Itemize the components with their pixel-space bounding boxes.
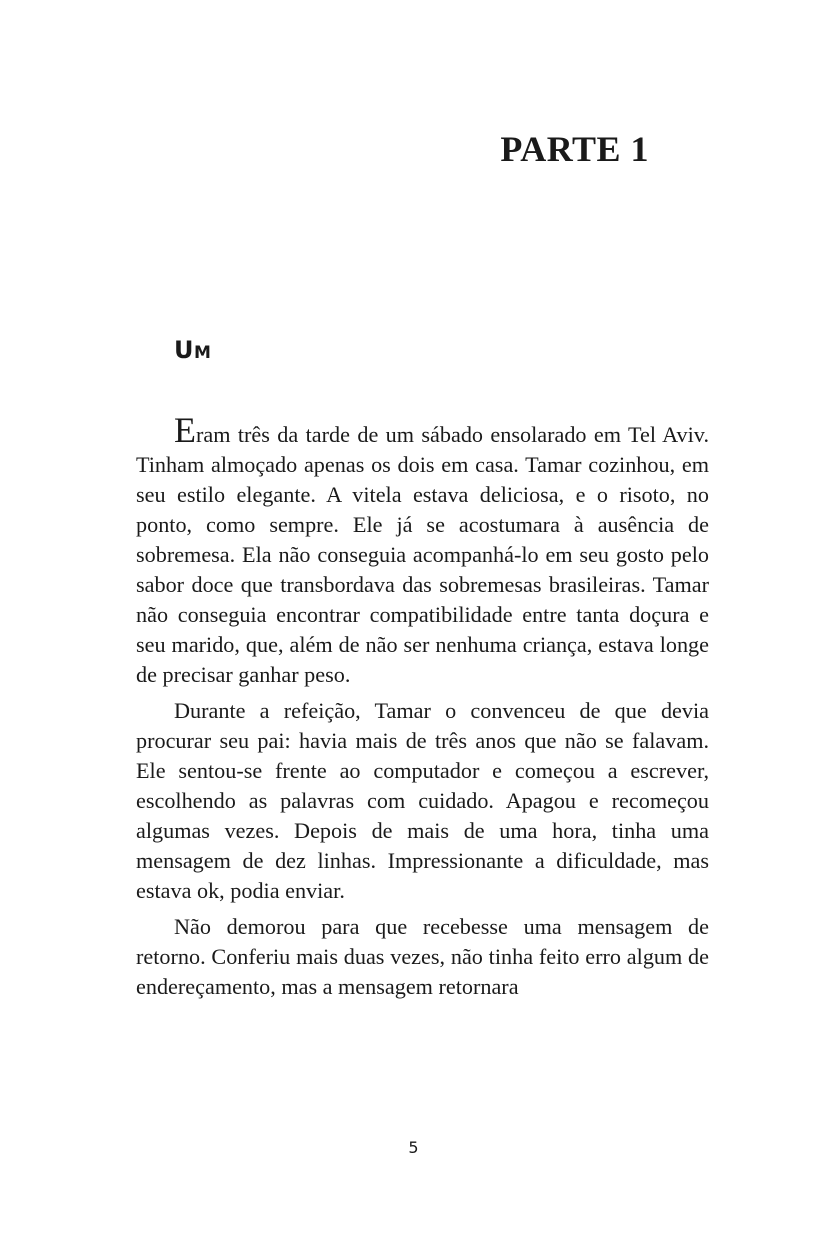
paragraph-2: Durante a refeição, Tamar o convenceu de que devia procurar seu pai: havia mais de três anos que não se falavam. Ele sentou-se frente ao computador e começou a escrever, escolhendo as palavras com cuidado. Apagou e recomeçou algumas vezes. Depois de mais de uma hora, tinha uma mensagem de dez linhas. Impressionante a dificuldade, mas estava ok, podia enviar. (136, 698, 709, 903)
page-number: 5 (408, 1138, 419, 1157)
paragraph-1-text: ram três da tarde de um sábado ensolarado em Tel Aviv. Tinham almoçado apenas os dois em casa. Tamar cozinhou, em seu estilo elegante. A vitela estava deliciosa, e o risoto, no ponto, como sempre. Ele já se acostumara à ausência de sobremesa. Ela não conseguia acompanhá-lo em seu gosto pelo sabor doce que transbordava das sobremesas brasileiras. Tamar não conseguia encontrar compatibilidade entre tanta doçura e seu marido, que, além de não ser nenhuma criança, estava longe de precisar ganhar peso. (136, 422, 709, 687)
paragraph-1 (136, 410, 709, 690)
chapter-title: Um (174, 336, 212, 364)
chapter-body (136, 410, 709, 1008)
part-title: PARTE 1 (500, 129, 649, 169)
paragraph-3: Não demorou para que recebesse uma mensagem de retorno. Conferiu mais duas vezes, não tinha feito erro algum de endereçamento, mas a mensagem retornara (136, 914, 709, 999)
drop-initial: E (174, 410, 196, 450)
